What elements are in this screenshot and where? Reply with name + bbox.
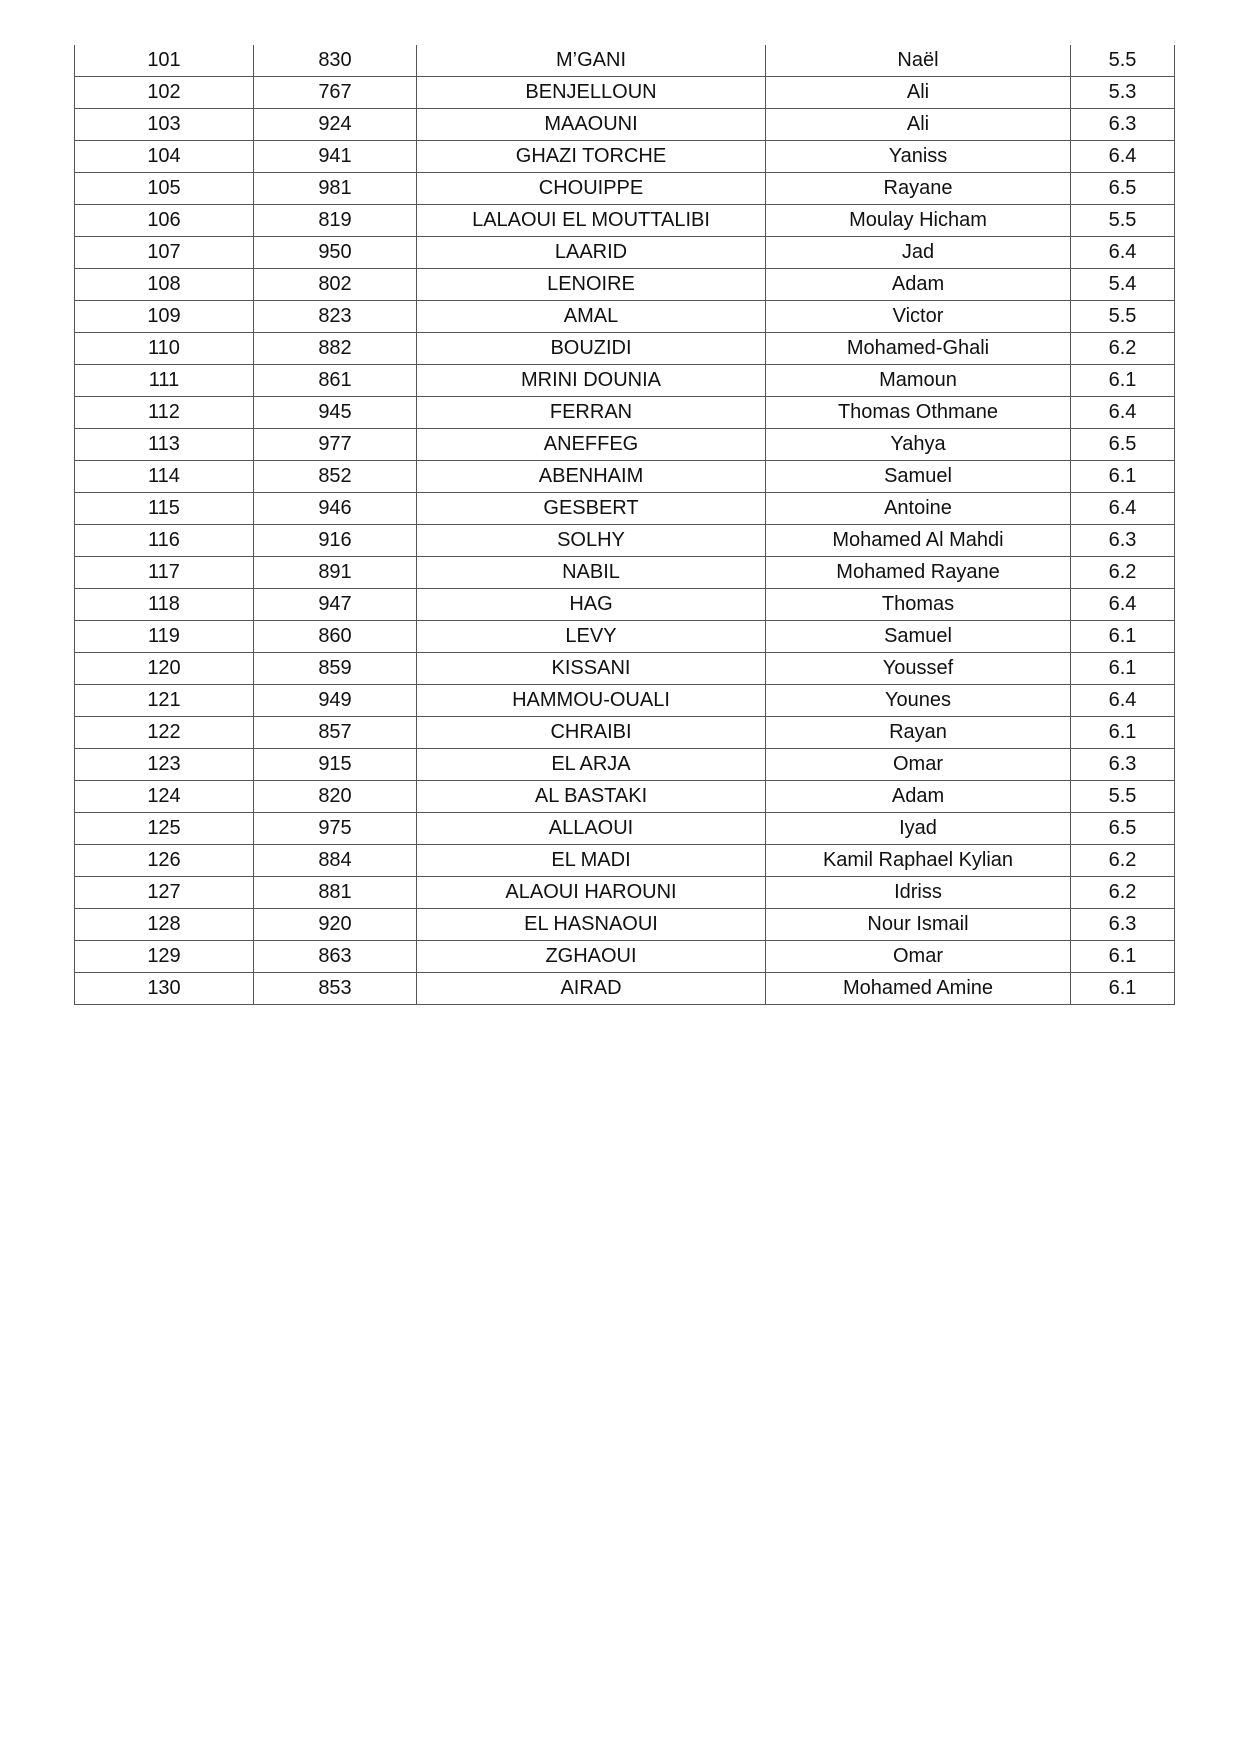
- number-cell: 853: [254, 973, 417, 1005]
- score-cell: 6.2: [1071, 557, 1175, 589]
- first-name-cell: Samuel: [766, 461, 1071, 493]
- score-cell: 6.4: [1071, 141, 1175, 173]
- number-cell: 859: [254, 653, 417, 685]
- score-cell: 6.3: [1071, 909, 1175, 941]
- last-name-cell: NABIL: [417, 557, 766, 589]
- results-table: [74, 45, 1175, 1005]
- last-name-cell: AIRAD: [417, 973, 766, 1005]
- first-name-cell: Adam: [766, 269, 1071, 301]
- number-cell: 947: [254, 589, 417, 621]
- number-cell: 881: [254, 877, 417, 909]
- first-name-cell: Adam: [766, 781, 1071, 813]
- number-cell: 819: [254, 205, 417, 237]
- table-row: [75, 141, 1175, 173]
- score-cell: 6.3: [1071, 749, 1175, 781]
- last-name-cell: BENJELLOUN: [417, 77, 766, 109]
- rank-cell: 112: [75, 397, 254, 429]
- rank-cell: 109: [75, 301, 254, 333]
- rank-cell: 113: [75, 429, 254, 461]
- score-cell: 5.5: [1071, 301, 1175, 333]
- first-name-cell: Thomas Othmane: [766, 397, 1071, 429]
- score-cell: 6.3: [1071, 525, 1175, 557]
- last-name-cell: EL ARJA: [417, 749, 766, 781]
- table-row: [75, 685, 1175, 717]
- number-cell: 981: [254, 173, 417, 205]
- rank-cell: 106: [75, 205, 254, 237]
- first-name-cell: Moulay Hicham: [766, 205, 1071, 237]
- last-name-cell: HAMMOU-OUALI: [417, 685, 766, 717]
- last-name-cell: ABENHAIM: [417, 461, 766, 493]
- last-name-cell: EL HASNAOUI: [417, 909, 766, 941]
- number-cell: 823: [254, 301, 417, 333]
- first-name-cell: Victor: [766, 301, 1071, 333]
- last-name-cell: HAG: [417, 589, 766, 621]
- rank-cell: 127: [75, 877, 254, 909]
- score-cell: 5.5: [1071, 205, 1175, 237]
- rank-cell: 126: [75, 845, 254, 877]
- rank-cell: 107: [75, 237, 254, 269]
- first-name-cell: Youssef: [766, 653, 1071, 685]
- last-name-cell: ALLAOUI: [417, 813, 766, 845]
- table-row: [75, 525, 1175, 557]
- last-name-cell: LALAOUI EL MOUTTALIBI: [417, 205, 766, 237]
- rank-cell: 102: [75, 77, 254, 109]
- number-cell: 924: [254, 109, 417, 141]
- last-name-cell: FERRAN: [417, 397, 766, 429]
- table-row: [75, 781, 1175, 813]
- rank-cell: 122: [75, 717, 254, 749]
- score-cell: 5.4: [1071, 269, 1175, 301]
- table-row: [75, 365, 1175, 397]
- last-name-cell: BOUZIDI: [417, 333, 766, 365]
- score-cell: 6.5: [1071, 429, 1175, 461]
- table-row: [75, 237, 1175, 269]
- rank-cell: 117: [75, 557, 254, 589]
- rank-cell: 124: [75, 781, 254, 813]
- first-name-cell: Rayan: [766, 717, 1071, 749]
- table-row: [75, 109, 1175, 141]
- number-cell: 949: [254, 685, 417, 717]
- table-row: [75, 909, 1175, 941]
- rank-cell: 119: [75, 621, 254, 653]
- table-row: [75, 77, 1175, 109]
- rank-cell: 104: [75, 141, 254, 173]
- first-name-cell: Naël: [766, 45, 1071, 77]
- number-cell: 767: [254, 77, 417, 109]
- table-row: [75, 461, 1175, 493]
- first-name-cell: Omar: [766, 749, 1071, 781]
- number-cell: 915: [254, 749, 417, 781]
- first-name-cell: Mohamed-Ghali: [766, 333, 1071, 365]
- rank-cell: 110: [75, 333, 254, 365]
- number-cell: 950: [254, 237, 417, 269]
- table-row: [75, 653, 1175, 685]
- rank-cell: 115: [75, 493, 254, 525]
- rank-cell: 108: [75, 269, 254, 301]
- rank-cell: 111: [75, 365, 254, 397]
- rank-cell: 120: [75, 653, 254, 685]
- table-row: [75, 621, 1175, 653]
- score-cell: 6.1: [1071, 717, 1175, 749]
- last-name-cell: LAARID: [417, 237, 766, 269]
- last-name-cell: SOLHY: [417, 525, 766, 557]
- first-name-cell: Thomas: [766, 589, 1071, 621]
- rank-cell: 125: [75, 813, 254, 845]
- first-name-cell: Nour Ismail: [766, 909, 1071, 941]
- table-row: [75, 877, 1175, 909]
- rank-cell: 130: [75, 973, 254, 1005]
- last-name-cell: MAAOUNI: [417, 109, 766, 141]
- score-cell: 6.4: [1071, 237, 1175, 269]
- score-cell: 6.1: [1071, 941, 1175, 973]
- first-name-cell: Kamil Raphael Kylian: [766, 845, 1071, 877]
- first-name-cell: Mohamed Al Mahdi: [766, 525, 1071, 557]
- rank-cell: 123: [75, 749, 254, 781]
- rank-cell: 118: [75, 589, 254, 621]
- table-row: [75, 173, 1175, 205]
- number-cell: 857: [254, 717, 417, 749]
- table-row: [75, 557, 1175, 589]
- number-cell: 945: [254, 397, 417, 429]
- score-cell: 6.1: [1071, 365, 1175, 397]
- score-cell: 6.4: [1071, 589, 1175, 621]
- first-name-cell: Mohamed Amine: [766, 973, 1071, 1005]
- first-name-cell: Mohamed Rayane: [766, 557, 1071, 589]
- first-name-cell: Antoine: [766, 493, 1071, 525]
- last-name-cell: AL BASTAKI: [417, 781, 766, 813]
- last-name-cell: AMAL: [417, 301, 766, 333]
- table-row: [75, 845, 1175, 877]
- last-name-cell: KISSANI: [417, 653, 766, 685]
- rank-cell: 114: [75, 461, 254, 493]
- last-name-cell: GHAZI TORCHE: [417, 141, 766, 173]
- first-name-cell: Ali: [766, 109, 1071, 141]
- first-name-cell: Jad: [766, 237, 1071, 269]
- last-name-cell: LENOIRE: [417, 269, 766, 301]
- table-row: [75, 301, 1175, 333]
- score-cell: 6.1: [1071, 621, 1175, 653]
- table-row: [75, 813, 1175, 845]
- last-name-cell: CHRAIBI: [417, 717, 766, 749]
- table-row: [75, 429, 1175, 461]
- score-cell: 6.2: [1071, 333, 1175, 365]
- score-cell: 5.5: [1071, 45, 1175, 77]
- table-row: [75, 941, 1175, 973]
- score-cell: 6.4: [1071, 685, 1175, 717]
- score-cell: 6.2: [1071, 845, 1175, 877]
- number-cell: 920: [254, 909, 417, 941]
- score-cell: 6.4: [1071, 397, 1175, 429]
- rank-cell: 129: [75, 941, 254, 973]
- table-row: [75, 333, 1175, 365]
- rank-cell: 105: [75, 173, 254, 205]
- rank-cell: 128: [75, 909, 254, 941]
- last-name-cell: M’GANI: [417, 45, 766, 77]
- number-cell: 977: [254, 429, 417, 461]
- first-name-cell: Idriss: [766, 877, 1071, 909]
- first-name-cell: Ali: [766, 77, 1071, 109]
- number-cell: 860: [254, 621, 417, 653]
- score-cell: 6.1: [1071, 973, 1175, 1005]
- rank-cell: 101: [75, 45, 254, 77]
- number-cell: 941: [254, 141, 417, 173]
- last-name-cell: CHOUIPPE: [417, 173, 766, 205]
- first-name-cell: Omar: [766, 941, 1071, 973]
- table-row: [75, 493, 1175, 525]
- rank-cell: 116: [75, 525, 254, 557]
- last-name-cell: MRINI DOUNIA: [417, 365, 766, 397]
- last-name-cell: EL MADI: [417, 845, 766, 877]
- table-row: [75, 973, 1175, 1005]
- number-cell: 884: [254, 845, 417, 877]
- table-row: [75, 589, 1175, 621]
- first-name-cell: Yaniss: [766, 141, 1071, 173]
- first-name-cell: Mamoun: [766, 365, 1071, 397]
- last-name-cell: LEVY: [417, 621, 766, 653]
- score-cell: 6.1: [1071, 461, 1175, 493]
- number-cell: 802: [254, 269, 417, 301]
- first-name-cell: Yahya: [766, 429, 1071, 461]
- number-cell: 852: [254, 461, 417, 493]
- number-cell: 916: [254, 525, 417, 557]
- rank-cell: 103: [75, 109, 254, 141]
- first-name-cell: Samuel: [766, 621, 1071, 653]
- table-row: [75, 205, 1175, 237]
- table-row: [75, 717, 1175, 749]
- number-cell: 830: [254, 45, 417, 77]
- number-cell: 863: [254, 941, 417, 973]
- first-name-cell: Younes: [766, 685, 1071, 717]
- rank-cell: 121: [75, 685, 254, 717]
- last-name-cell: ZGHAOUI: [417, 941, 766, 973]
- number-cell: 820: [254, 781, 417, 813]
- score-cell: 5.5: [1071, 781, 1175, 813]
- number-cell: 891: [254, 557, 417, 589]
- number-cell: 882: [254, 333, 417, 365]
- number-cell: 946: [254, 493, 417, 525]
- last-name-cell: ALAOUI HAROUNI: [417, 877, 766, 909]
- number-cell: 975: [254, 813, 417, 845]
- first-name-cell: Rayane: [766, 173, 1071, 205]
- last-name-cell: GESBERT: [417, 493, 766, 525]
- number-cell: 861: [254, 365, 417, 397]
- score-cell: 6.4: [1071, 493, 1175, 525]
- table-row: [75, 45, 1175, 77]
- first-name-cell: Iyad: [766, 813, 1071, 845]
- score-cell: 5.3: [1071, 77, 1175, 109]
- table-row: [75, 269, 1175, 301]
- last-name-cell: ANEFFEG: [417, 429, 766, 461]
- results-table-body: [75, 45, 1175, 1005]
- table-row: [75, 749, 1175, 781]
- score-cell: 6.3: [1071, 109, 1175, 141]
- score-cell: 6.2: [1071, 877, 1175, 909]
- score-cell: 6.5: [1071, 813, 1175, 845]
- score-cell: 6.5: [1071, 173, 1175, 205]
- score-cell: 6.1: [1071, 653, 1175, 685]
- table-row: [75, 397, 1175, 429]
